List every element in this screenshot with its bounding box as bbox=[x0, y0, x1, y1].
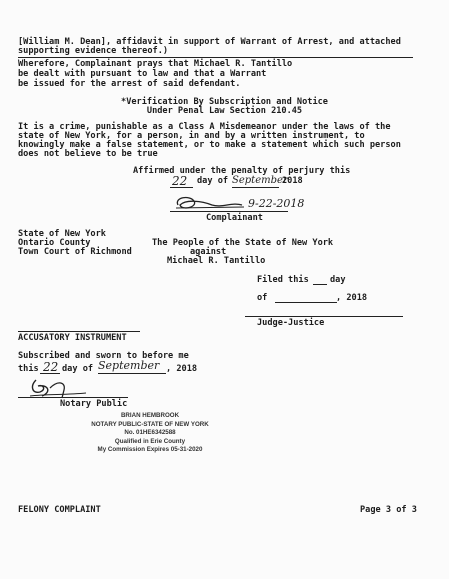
warrant-reference-line: [William M. Dean], affidavit in support of Warrant of Arrest, and attached bbox=[18, 37, 401, 47]
notary-county: Qualified in Erie County bbox=[114, 437, 186, 445]
signature-date: 9-22-2018 bbox=[248, 197, 305, 210]
month-underline bbox=[232, 187, 279, 188]
notary-title: NOTARY PUBLIC-STATE OF NEW YORK bbox=[91, 420, 209, 428]
sworn-month-underline bbox=[98, 373, 166, 374]
footer-document-type: FELONY COMPLAINT bbox=[18, 505, 101, 515]
wherefore-line-2: be dealt with pursuant to law and that a Warrant bbox=[18, 69, 267, 79]
verification-subheading: Under Penal Law Section 210.45 bbox=[146, 106, 303, 116]
notary-expiration: My Commission Expires 05-31-2020 bbox=[97, 446, 203, 453]
sworn-day: 22 bbox=[43, 360, 59, 374]
notary-signature-line bbox=[18, 397, 128, 398]
sworn-month: September bbox=[98, 359, 160, 372]
caption-against: against bbox=[190, 247, 227, 257]
complainant-label: Complainant bbox=[206, 213, 263, 223]
sworn-year: , 2018 bbox=[166, 364, 198, 374]
affirmed-day-label: day of bbox=[197, 176, 229, 186]
notary-name: BRIAN HEMBROOK bbox=[120, 412, 180, 419]
warrant-reference-line-2: supporting evidence thereof.) bbox=[18, 46, 169, 56]
caption-court: Town Court of Richmond bbox=[18, 247, 132, 257]
footer-page-number: Page 3 of 3 bbox=[360, 505, 417, 515]
caption-defendant: Michael R. Tantillo bbox=[167, 256, 266, 266]
notary-public-label: Notary Public bbox=[60, 399, 128, 409]
verification-text-2: state of New York, for a person, in and by a written instrument, to bbox=[18, 131, 365, 141]
filed-year: , 2018 bbox=[336, 293, 368, 303]
notary-stamp bbox=[70, 412, 230, 455]
judge-justice-label: Judge-Justice bbox=[257, 318, 325, 328]
filed-day-label: day bbox=[330, 275, 346, 285]
wherefore-line-3: be issued for the arrest of said defendant. bbox=[18, 79, 241, 89]
filed-label: Filed this bbox=[257, 275, 309, 285]
sworn-line: Subscribed and sworn to before me bbox=[18, 351, 189, 361]
caption-people: The People of the State of New York bbox=[152, 238, 334, 248]
accusatory-rule bbox=[18, 331, 140, 332]
affirmed-day: 22 bbox=[172, 174, 188, 188]
judge-signature-line bbox=[245, 316, 403, 317]
divider bbox=[18, 57, 413, 58]
affirmed-line: Affirmed under the penalty of perjury this bbox=[133, 166, 351, 176]
wherefore-line-1: Wherefore, Complainant prays that Michael R. Tantillo bbox=[18, 59, 293, 69]
caption-county: Ontario County bbox=[18, 238, 91, 248]
verification-heading: *Verification By Subscription and Notice bbox=[121, 97, 328, 107]
sworn-this: this bbox=[18, 364, 39, 374]
verification-text-3: knowingly make a false statement, or to make a statement which such person bbox=[18, 140, 401, 150]
accusatory-title: ACCUSATORY INSTRUMENT bbox=[18, 333, 127, 343]
signature-line bbox=[170, 211, 288, 212]
sworn-day-of: day of bbox=[62, 364, 94, 374]
verification-text-4: does not believe to be true bbox=[18, 149, 158, 159]
filed-month-blank bbox=[275, 302, 337, 303]
caption-state: State of New York bbox=[18, 229, 106, 239]
filed-of-label: of bbox=[257, 293, 268, 303]
verification-text-1: It is a crime, punishable as a Class A Misdemeanor under the laws of the bbox=[18, 122, 391, 132]
filed-day-blank bbox=[313, 284, 327, 285]
affirmed-year: 2018 bbox=[282, 176, 303, 186]
notary-number: No. 01HE6342588 bbox=[124, 429, 176, 436]
affirmed-month: September bbox=[232, 175, 288, 186]
